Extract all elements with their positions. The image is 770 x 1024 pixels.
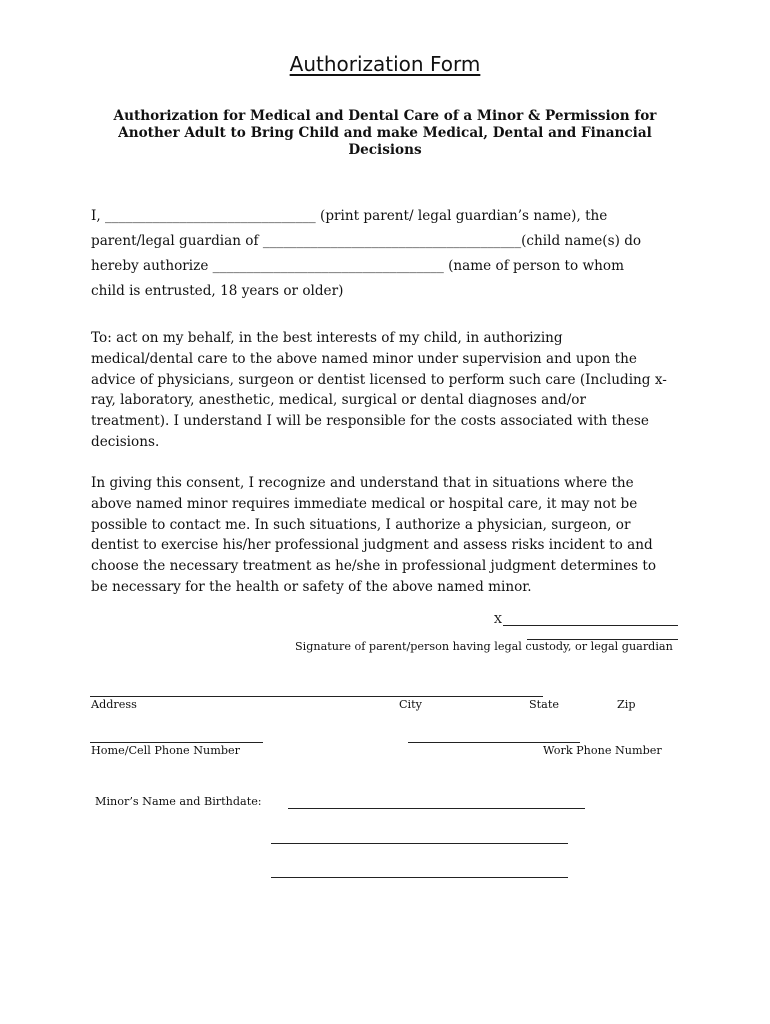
scope-paragraph-line: decisions.	[91, 434, 160, 450]
scope-paragraph-line: advice of physicians, surgeon or dentist licensed to perform such care (Including x-	[91, 372, 667, 388]
minor-entry-line-2[interactable]	[271, 843, 568, 844]
authorization-line-1: I, _______________________________ (print parent/ legal guardian’s name), the	[91, 208, 608, 224]
scope-paragraph-line: medical/dental care to the above named minor under supervision and upon the	[91, 351, 637, 367]
minor-entry-line-3[interactable]	[271, 877, 568, 878]
scope-paragraph-line: ray, laboratory, anesthetic, medical, surgical or dental diagnoses and/or	[91, 392, 586, 408]
form-subtitle: Authorization for Medical and Dental Care of a Minor & Permission for Another Adult to Bring Child and make Medical, Dental and Financial Decisions	[113, 108, 657, 158]
authorization-line-2: parent/legal guardian of ______________________________________(child name(s) do	[91, 233, 642, 249]
page-title: Authorization Form	[289, 52, 481, 76]
state-label: State	[529, 698, 559, 711]
authorization-line-4: child is entrusted, 18 years or older)	[91, 283, 344, 299]
signature-line[interactable]	[503, 625, 678, 626]
home-phone-label: Home/Cell Phone Number	[91, 744, 240, 757]
consent-paragraph-line: be necessary for the health or safety of the above named minor.	[91, 579, 532, 595]
signature-label: Signature of parent/person having legal custody, or legal guardian	[295, 640, 673, 653]
home-phone-line[interactable]	[90, 742, 263, 743]
authorization-line-3: hereby authorize __________________________________ (name of person to whom	[91, 258, 624, 274]
signature-x-mark: X	[494, 613, 502, 626]
address-label: Address	[91, 698, 137, 711]
minor-entry-line-1[interactable]	[288, 808, 585, 809]
address-line[interactable]	[90, 696, 543, 697]
zip-label: Zip	[617, 698, 636, 711]
scope-paragraph-line: To: act on my behalf, in the best interests of my child, in authorizing	[91, 330, 563, 346]
consent-paragraph-line: above named minor requires immediate medical or hospital care, it may not be	[91, 496, 638, 512]
minor-name-birthdate-label: Minor’s Name and Birthdate:	[95, 795, 262, 808]
city-label: City	[399, 698, 422, 711]
work-phone-label: Work Phone Number	[543, 744, 662, 757]
scope-paragraph-line: treatment). I understand I will be responsible for the costs associated with these	[91, 413, 649, 429]
consent-paragraph-line: In giving this consent, I recognize and understand that in situations where the	[91, 475, 634, 491]
consent-paragraph-line: choose the necessary treatment as he/she in professional judgment determines to	[91, 558, 657, 574]
consent-paragraph-line: dentist to exercise his/her professional judgment and assess risks incident to and	[91, 537, 653, 553]
consent-paragraph-line: possible to contact me. In such situations, I authorize a physician, surgeon, or	[91, 517, 631, 533]
work-phone-line[interactable]	[408, 742, 580, 743]
